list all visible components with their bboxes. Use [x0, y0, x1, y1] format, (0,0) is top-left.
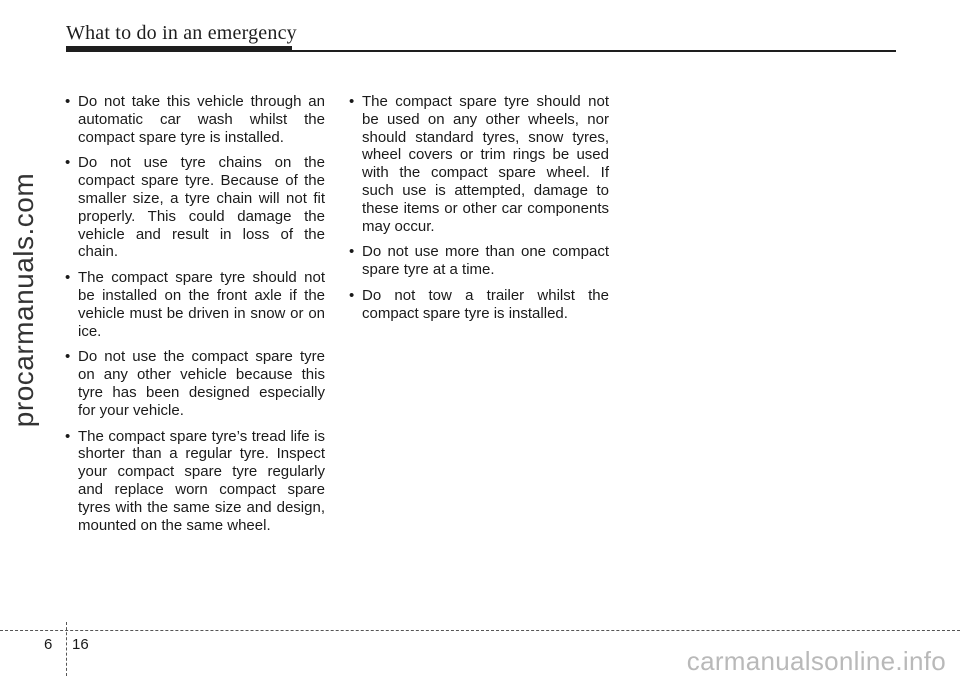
header-accent-bar [66, 46, 292, 52]
list-item [63, 154, 325, 261]
list-item [63, 269, 325, 340]
footer-separator [66, 622, 67, 676]
bullet-icon: • [349, 243, 355, 261]
side-watermark-text: procarmanuals.com [8, 172, 39, 428]
side-watermark [2, 150, 46, 450]
list-item-text: Do not use the compact spare tyre on any other vehicle because this tyre has been designed especially for your vehicle. [78, 348, 325, 419]
left-bullet-list [63, 93, 325, 534]
list-item [347, 243, 609, 279]
right-bullet-list [347, 93, 609, 323]
right-column [347, 93, 609, 331]
list-item [63, 348, 325, 419]
section-title: What to do in an emergency [66, 22, 297, 44]
list-item [347, 93, 609, 235]
page-number: 16 [72, 636, 89, 653]
bullet-icon: • [65, 93, 71, 110]
bottom-watermark: carmanualsonline.info [686, 646, 946, 676]
left-column [63, 93, 325, 542]
bullet-icon: • [65, 154, 71, 172]
list-item-text: Do not use more than one compact spare tyre at a time. [362, 243, 609, 279]
list-item-text: Do not use tyre chains on the compact spare tyre. Because of the smaller size, a tyre chain will not fit properly. This could damage the vehicle and result in loss of the chain. [78, 154, 325, 261]
bullet-icon: • [349, 93, 355, 110]
bullet-icon: • [65, 427, 71, 445]
bullet-icon: • [65, 269, 71, 287]
footer-rule [0, 630, 960, 631]
list-item [63, 428, 325, 535]
list-item-text: Do not take this vehicle through an automatic car wash whilst the compact spare tyre is installed. [78, 93, 325, 146]
list-item-text: Do not tow a trailer whilst the compact spare tyre is installed. [362, 286, 609, 322]
list-item [347, 287, 609, 323]
chapter-number: 6 [44, 636, 53, 653]
bullet-icon: • [65, 348, 71, 366]
bullet-icon: • [349, 286, 355, 304]
list-item-text: The compact spare tyre should not be installed on the front axle if the vehicle must be driven in snow or on ice. [78, 269, 325, 340]
list-item-text: The compact spare tyre’s tread life is shorter than a regular tyre. Inspect your compact spare tyre regularly and replace worn compact spare tyres with the same size and design, mounted on the same wheel. [78, 427, 325, 534]
list-item [63, 93, 325, 146]
list-item-text: The compact spare tyre should not be used on any other wheels, nor should standard tyres, snow tyres, wheel covers or trim rings be used with the compact spare wheel. If such use is attempted, damage to these items or other car components may occur. [362, 93, 609, 235]
